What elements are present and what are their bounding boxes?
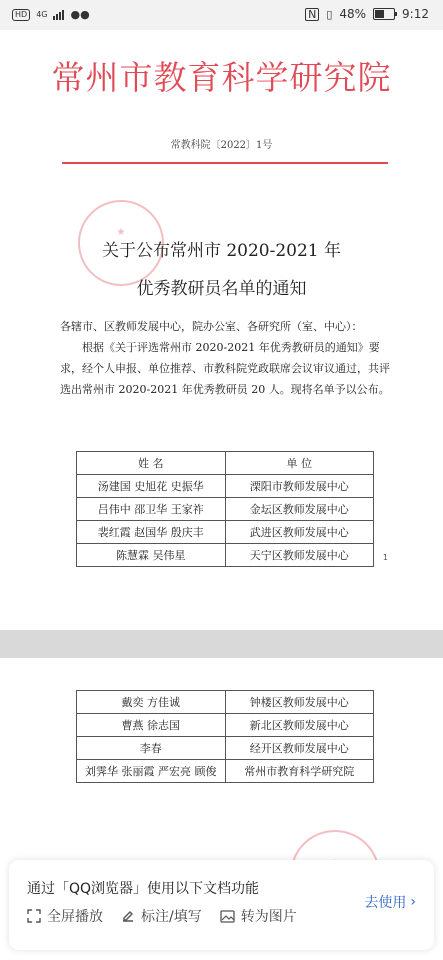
notice-title-line2: 优秀教研员名单的通知	[136, 279, 307, 299]
row-unit: 常州市教育科学研究院	[225, 760, 374, 783]
table-row	[77, 691, 374, 714]
row-names: 汤建国 史旭花 史振华	[77, 475, 226, 498]
table-row	[77, 521, 374, 544]
row-unit: 钟楼区教师发展中心	[225, 691, 374, 714]
network-label: 4G	[36, 10, 48, 19]
table-row	[77, 714, 374, 737]
red-divider	[62, 162, 388, 164]
table-header-row	[77, 452, 374, 475]
fullscreen-icon	[27, 909, 41, 923]
document-number: 常教科院〔2022〕1号	[170, 140, 273, 151]
edit-icon	[121, 909, 135, 923]
document-title: 常州市教育科学研究院	[51, 58, 392, 97]
status-left	[12, 8, 90, 21]
row-names: 裴红霞 赵国华 殷庆丰	[77, 521, 226, 544]
header-unit: 单 位	[225, 452, 374, 475]
wechat-icon: ●●	[70, 8, 90, 21]
table-row	[77, 475, 374, 498]
status-right	[305, 7, 429, 21]
notice-title-line1: 关于公布常州市 2020-2021 年	[101, 241, 342, 261]
table-row	[77, 544, 374, 567]
header-name: 姓 名	[77, 452, 226, 475]
seal-stamp: ★	[78, 200, 164, 286]
row-names: 吕伟中 邵卫华 王家祚	[77, 498, 226, 521]
signal-icon	[53, 9, 64, 20]
option-fullscreen[interactable]	[27, 906, 103, 926]
battery-icon	[373, 8, 395, 20]
option-label: 标注/填写	[141, 909, 202, 925]
names-table-1	[76, 451, 374, 567]
nfc-icon: N	[305, 8, 319, 21]
status-bar	[0, 0, 443, 30]
table-row	[77, 760, 374, 783]
go-use-button[interactable]	[364, 892, 416, 912]
option-to-image[interactable]	[220, 906, 297, 926]
option-annotate[interactable]	[121, 906, 202, 926]
option-label: 全屏播放	[47, 909, 103, 925]
row-unit: 金坛区教师发展中心	[225, 498, 374, 521]
clock: 9:12	[402, 7, 429, 21]
row-names: 戴奕 方佳诚	[77, 691, 226, 714]
go-use-label: 去使用	[364, 895, 407, 911]
row-names: 李春	[77, 737, 226, 760]
row-names: 曹燕 徐志国	[77, 714, 226, 737]
image-icon	[220, 910, 235, 923]
chevron-right-icon: ›	[410, 894, 416, 910]
row-unit: 经开区教师发展中心	[225, 737, 374, 760]
row-unit: 溧阳市教师发展中心	[225, 475, 374, 498]
row-unit: 天宁区教师发展中心	[225, 544, 374, 567]
salutation: 各辖市、区教师发展中心，院办公室、各研究所（室、中心）：	[60, 320, 363, 333]
table-row	[77, 498, 374, 521]
page-number: 1	[382, 553, 388, 562]
row-names: 刘霁华 张丽霞 严宏亮 顾俊	[77, 760, 226, 783]
banner-options	[27, 906, 297, 926]
row-names: 陈慧霖 吴伟星	[77, 544, 226, 567]
battery-percent: 48%	[339, 7, 367, 21]
hd-badge: HD	[12, 9, 30, 21]
qq-browser-banner[interactable]	[9, 860, 434, 950]
vibrate-icon: ▯	[326, 7, 333, 21]
body-paragraph: 根据《关于评选常州市 2020-2021 年优秀教研员的通知》要求，经个人申报、单位推荐、市教科院党政联席会议审议通过，共评选出常州市 2020-2021 年优秀教研员 20 人。现将名单予以公布。	[60, 341, 390, 396]
page-gap	[0, 630, 443, 658]
row-unit: 新北区教师发展中心	[225, 714, 374, 737]
row-unit: 武进区教师发展中心	[225, 521, 374, 544]
banner-title: 通过「QQ浏览器」使用以下文档功能	[27, 881, 260, 897]
option-label: 转为图片	[240, 909, 297, 925]
table-row	[77, 737, 374, 760]
names-table-2	[76, 690, 374, 783]
